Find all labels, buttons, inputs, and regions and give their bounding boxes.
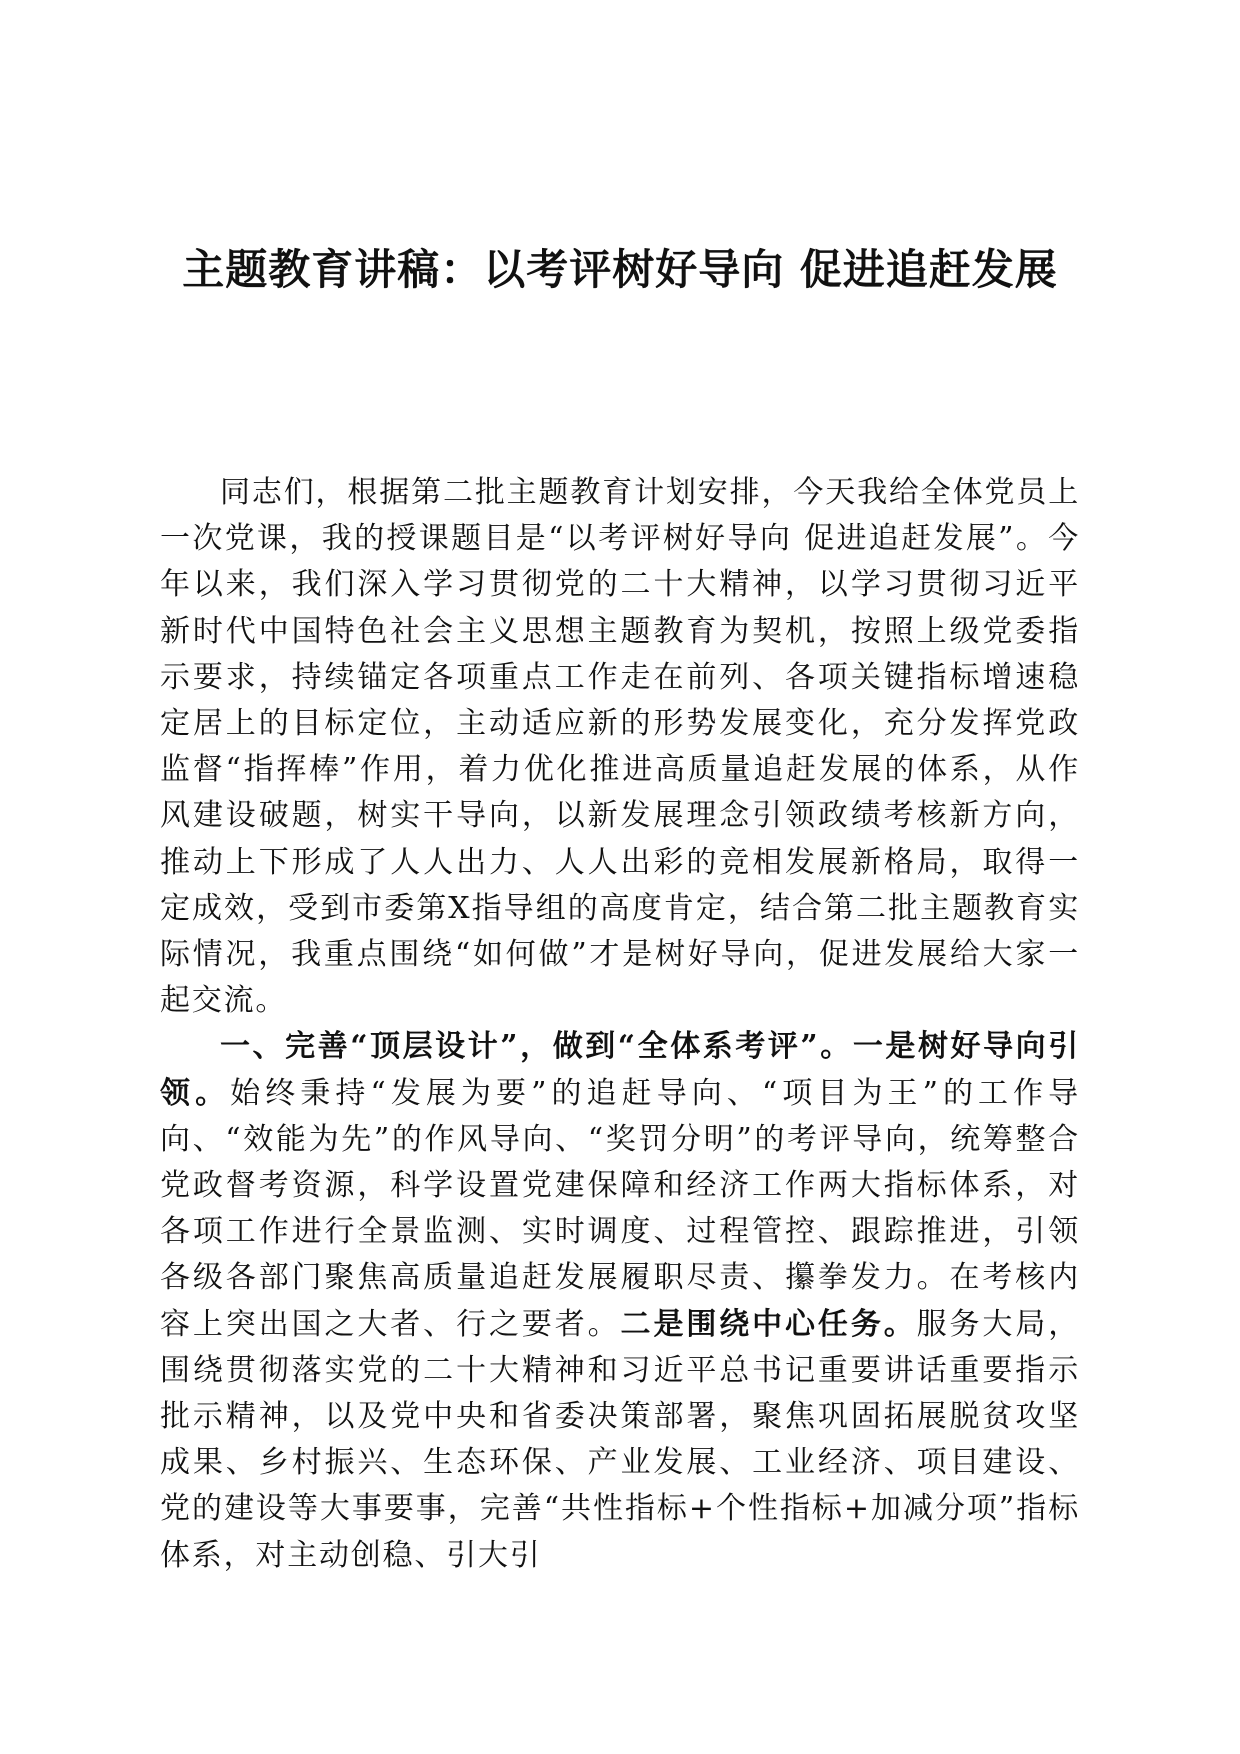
point-one-text: 始终秉持“发展为要”的追赶导向、“项目为王”的工作导向、“效能为先”的作风导向、“奖罚分明”的考评导向，统筹整合党政督考资源，科学设置党建保障和经济工作两大指标体系，对各项工作进行全景监测、实时调度、过程管控、跟踪推进，引领各级各部门聚焦高质量追赶发展履职尽责、攥拳发力。在考核内容上突出国之大者、行之要者。 — [160, 1075, 1080, 1342]
opening-paragraph: 同志们，根据第二批主题教育计划安排，今天我给全体党员上一次党课，我的授课题目是“以考评树好导向 促进追赶发展”。今年以来，我们深入学习贯彻党的二十大精神，以学习贯彻习近平新时代中国特色社会主义思想主题教育为契机，按照上级党委指示要求，持续锚定各项重点工作走在前列、各项关键指标增速稳定居上的目标定位，主动适应新的形势发展变化，充分发挥党政监督“指挥棒”作用，着力优化推进高质量追赶发展的体系，从作风建设破题，树实干导向，以新发展理念引领政绩考核新方向，推动上下形成了人人出力、人人出彩的竞相发展新格局，取得一定成效，受到市委第X指导组的高度肯定，结合第二批主题教育实际情况，我重点围绕“如何做”才是树好导向，促进发展给大家一起交流。 — [160, 475, 1080, 1019]
point-two-lead: 二是围绕中心任务。 — [620, 1306, 917, 1342]
section-one-paragraph — [160, 1024, 1080, 1578]
point-two-text: 服务大局，围绕贯彻落实党的二十大精神和习近平总书记重要讲话重要指示批示精神，以及党中央和省委决策部署，聚焦巩固拓展脱贫攻坚成果、乡村振兴、生态环保、产业发展、工业经济、项目建设、党的建设等大事要事，完善“共性指标+个性指标+加减分项”指标体系，对主动创稳、引大引 — [160, 1306, 1081, 1573]
section-one-heading: 一、完善“顶层设计”，做到“全体系考评”。 — [220, 1029, 853, 1065]
document-title: 主题教育讲稿：以考评树好导向 促进追赶发展 — [182, 245, 1058, 294]
document-body — [160, 470, 1080, 1579]
point-one-lead: 一是树好导向引领。 — [160, 1029, 1080, 1111]
